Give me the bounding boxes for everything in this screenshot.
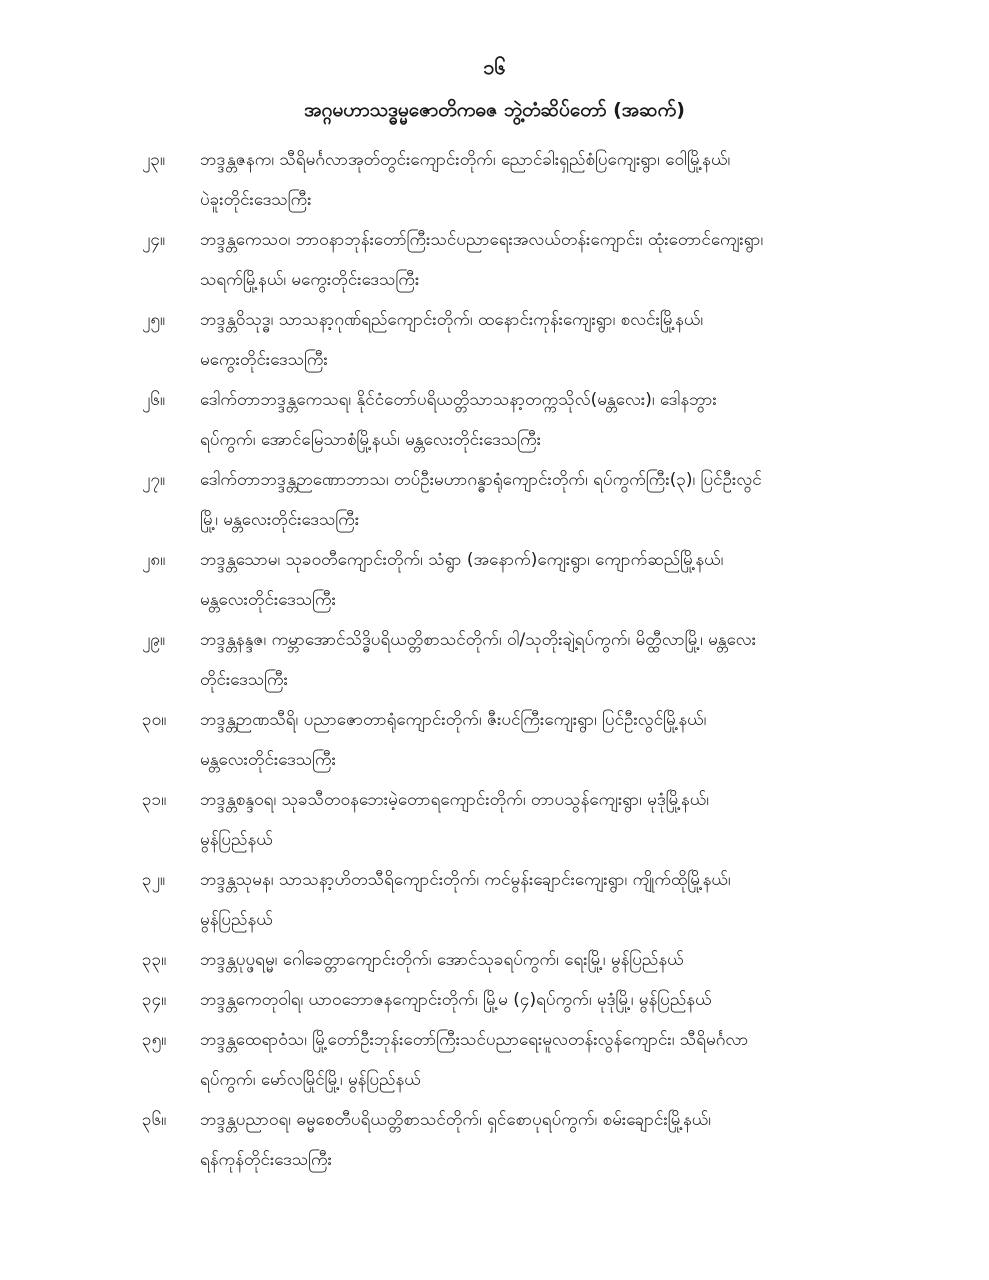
entry-line: ရန်ကုန်တိုင်းဒေသကြီး [200,1150,332,1170]
list-item-27 [0,460,989,540]
list-item-23 [0,140,989,220]
entry-number: ၂၃။ [142,150,166,170]
entry-line: တိုင်းဒေသကြီး [200,670,288,690]
entry-line: ရပ်ကွက်၊ အောင်မြေသာစံမြို့နယ်၊ မန္တလေးတိုင်းဒေသကြီး [200,430,542,450]
entry-number: ၃၄။ [142,990,167,1010]
entry-line: ဒေါက်တာဘဒ္ဒန္တဉာဏောဘာသ၊ တပ်ဦးမဟာဂန္ဓာရုံကျောင်းတိုက်၊ ရပ်ကွက်ကြီး(၃)၊ ပြင်ဦးလွင် [200,470,762,490]
list-item-25 [0,300,989,380]
list-item-33 [0,940,989,980]
entry-text [200,384,908,464]
entry-number: ၃၂။ [142,870,166,890]
entry-line: ဘဒ္ဒန္တနန္ဒဇ၊ ကမ္ဘာအောင်သိဒ္ဓိပရိယတ္တိစာသင်တိုက်၊ ဝါ/သုတိုးချဲ့ရပ်ကွက်၊ မိတ္ထီလာမြို့၊ မန္တလေး [200,630,757,650]
entry-line: ဘဒ္ဒန္တဇနက၊ သီရိမင်္ဂလာအုတ်တွင်းကျောင်းတိုက်၊ ညောင်ခါးရှည်စံပြကျေးရွာ၊ ဝေါမြို့နယ်၊ [200,150,731,170]
entry-number: ၂၇။ [142,470,166,490]
list-item-26 [0,380,989,460]
entry-text [200,1104,908,1184]
entry-line: ဘဒ္ဒန္တကေတုဝါရ၊ ယာဝဘောဇနကျောင်းတိုက်၊ မြို့မ (၄)ရပ်ကွက်၊ မုဒုံမြို့၊ မွန်ပြည်နယ် [200,990,712,1010]
entry-text [200,224,908,304]
list-item-32 [0,860,989,940]
entry-number: ၂၅။ [142,310,166,330]
entry-line: မန္တလေးတိုင်းဒေသကြီး [200,590,336,610]
entry-text [200,624,908,704]
entry-number: ၃၆။ [142,1110,167,1130]
entry-line: ဒေါက်တာဘဒ္ဒန္တကေသရ၊ နိုင်ငံတော်ပရိယတ္တိသာသနာ့တက္ကသိုလ်(မန္တလေး)၊ ဒေါနဘွား [200,390,717,410]
entry-line: မြို့၊ မန္တလေးတိုင်းဒေသကြီး [200,510,360,530]
entry-number: ၃၁။ [142,790,167,810]
entry-line: ဘဒ္ဒန္တသောမ၊ သုခဝတီကျောင်းတိုက်၊ သံရွာ (အနောက်)ကျေးရွာ၊ ကျောက်ဆည်မြို့နယ်၊ [200,550,724,570]
entry-line: မန္တလေးတိုင်းဒေသကြီး [200,750,336,770]
entry-line: မွန်ပြည်နယ် [200,910,273,930]
entry-list [0,140,989,1180]
entry-line: ဘဒ္ဒန္တသုမန၊ သာသနာ့ဟိတသီရိကျောင်းတိုက်၊ ကင်မွန်းချောင်းကျေးရွာ၊ ကျိုက်ထိုမြို့နယ်၊ [200,870,731,890]
entry-line: ရပ်ကွက်၊ မော်လမြိုင်မြို့၊ မွန်ပြည်နယ် [200,1070,421,1090]
entry-text [200,944,908,984]
entry-text [200,784,908,864]
list-item-31 [0,780,989,860]
entry-line: မကွေးတိုင်းဒေသကြီး [200,350,328,370]
entry-text [200,304,908,384]
entry-line: ဘဒ္ဒန္တပုပ္ဖရမ္မ၊ ဂေါခေတ္တာကျောင်းတိုက်၊ အောင်သုခရပ်ကွက်၊ ရေးမြို့၊ မွန်ပြည်နယ် [200,950,684,970]
list-item-28 [0,540,989,620]
list-item-36 [0,1100,989,1180]
list-item-35 [0,1020,989,1100]
entry-text [200,704,908,784]
entry-text [200,544,908,624]
entry-number: ၂၉။ [142,630,166,650]
entry-line: သရက်မြို့နယ်၊ မကွေးတိုင်းဒေသကြီး [200,270,420,290]
list-item-34 [0,980,989,1020]
entry-line: မွန်ပြည်နယ် [200,830,273,850]
list-item-30 [0,700,989,780]
entry-number: ၂၄။ [142,230,166,250]
entry-line: ပဲခူးတိုင်းဒေသကြီး [200,190,312,210]
entry-line: ဘဒ္ဒန္တဝိသုဒ္ဓ၊ သာသနာ့ဂုဏ်ရည်ကျောင်းတိုက်၊ ထနောင်းကုန်းကျေးရွာ၊ စလင်းမြို့နယ်၊ [200,310,704,330]
entry-line: ဘဒ္ဒန္တကေသဝ၊ ဘာဝနာဘုန်းတော်ကြီးသင်ပညာရေးအလယ်တန်းကျောင်း၊ ထုံးတောင်ကျေးရွာ၊ [200,230,764,250]
entry-number: ၃၃။ [142,950,167,970]
entry-number: ၂၈။ [142,550,166,570]
page-title: အဂ္ဂမဟာသဒ္ဓမ္မဇောတိကဓဇ ဘွဲ့တံဆိပ်တော် (အဆက်) [304,99,685,121]
entry-line: ဘဒ္ဒန္တဉာဏသီရိ၊ ပညာဇောတာရုံကျောင်းတိုက်၊ ဇီးပင်ကြီးကျေးရွာ၊ ပြင်ဦးလွင်မြို့နယ်၊ [200,710,707,730]
entry-text [200,144,908,224]
entry-number: ၃၅။ [142,1030,167,1050]
entry-line: ဘဒ္ဒန္တပညာဝရ၊ ဓမ္မစေတီပရိယတ္တိစာသင်တိုက်၊ ရှင်စောပုရပ်ကွက်၊ စမ်းချောင်းမြို့နယ်၊ [200,1110,711,1130]
entry-line: ဘဒ္ဒန္တစန္ဒဝရ၊ သုခသီတဝနဘေးမဲ့တောရကျောင်းတိုက်၊ တာပသွန်ကျေးရွာ၊ မုဒုံမြို့နယ်၊ [200,790,709,810]
entry-text [200,1024,908,1104]
entry-text [200,464,908,544]
entry-text [200,984,908,1024]
entry-line: ဘဒ္ဒန္တထေရာဝံသ၊ မြို့တော်ဦးဘုန်းတော်ကြီးသင်ပညာရေးမူလတန်းလွန်ကျောင်း၊ သီရိမင်္ဂလာ [200,1030,749,1050]
entry-number: ၂၆။ [142,390,166,410]
entry-number: ၃၀။ [142,710,167,730]
list-item-24 [0,220,989,300]
list-item-29 [0,620,989,700]
entry-text [200,864,908,944]
page-number: ၁၆ [483,55,506,79]
